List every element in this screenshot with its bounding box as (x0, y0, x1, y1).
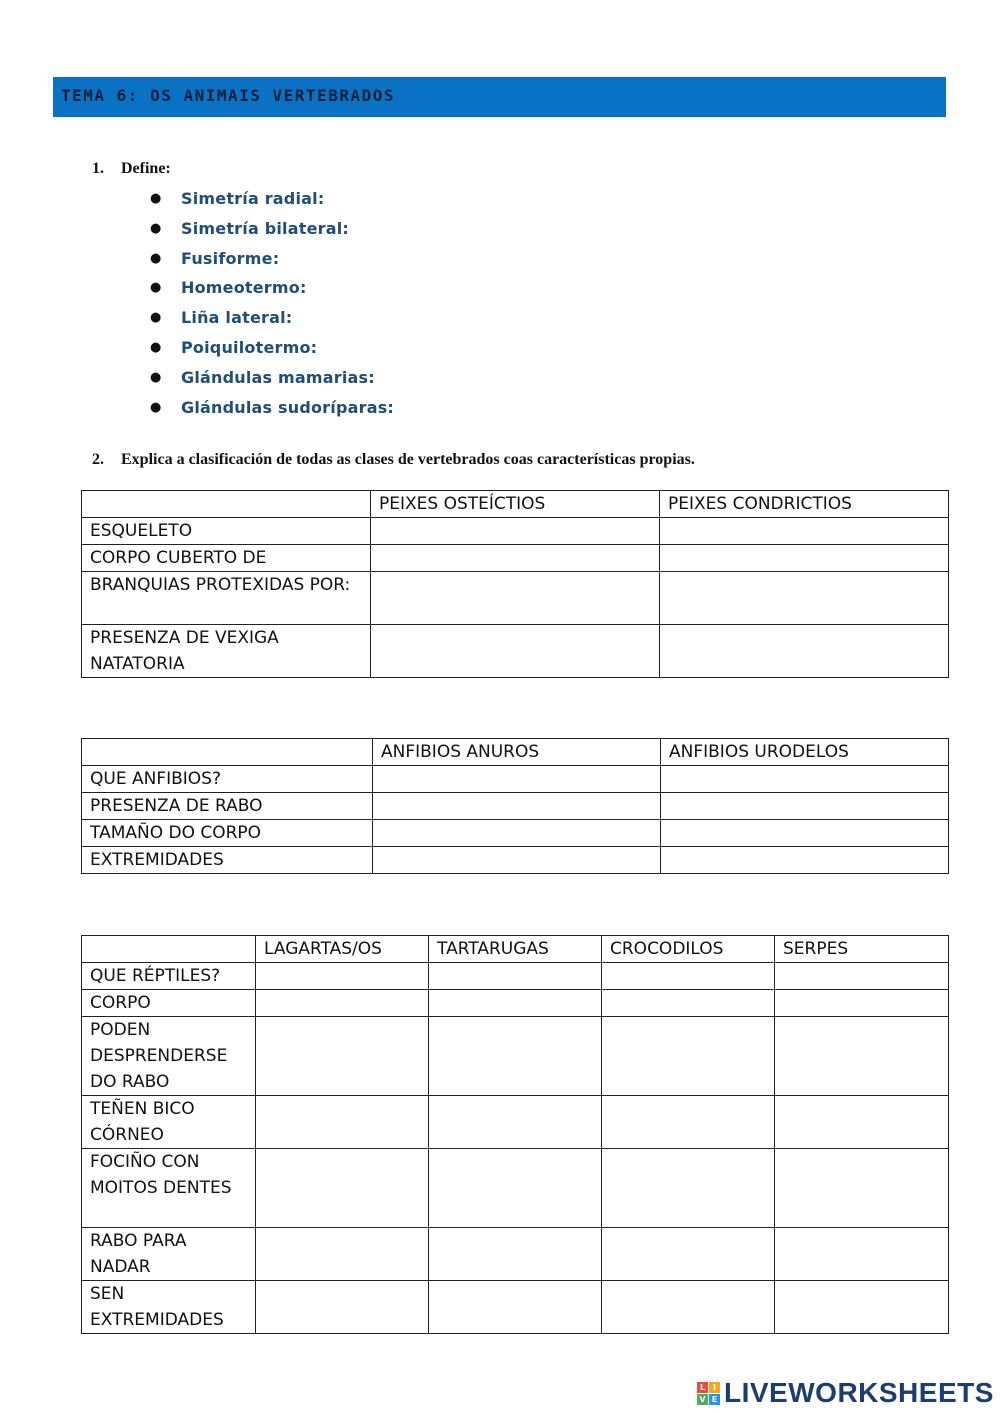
answer-cell[interactable] (602, 1281, 775, 1334)
table-row (82, 1149, 949, 1228)
table-row (82, 1228, 949, 1281)
answer-cell[interactable] (660, 625, 949, 678)
answer-cell[interactable] (373, 766, 661, 793)
answer-cell[interactable] (256, 1149, 429, 1228)
answer-cell[interactable] (256, 1281, 429, 1334)
header-cell: ANFIBIOS URODELOS (661, 739, 949, 766)
answer-cell[interactable] (256, 1017, 429, 1096)
logo-square: V (697, 1394, 708, 1405)
logo-square: L (697, 1382, 708, 1393)
table-row (82, 847, 949, 874)
fish-table (81, 490, 949, 678)
header-cell: PEIXES CONDRICTIOS (660, 491, 949, 518)
row-label: PRESENZA DE RABO (82, 793, 373, 820)
table-row (82, 625, 949, 678)
answer-cell[interactable] (602, 1228, 775, 1281)
answer-cell[interactable] (373, 820, 661, 847)
logo-square: E (709, 1394, 720, 1405)
answer-cell[interactable] (429, 1228, 602, 1281)
answer-cell[interactable] (661, 820, 949, 847)
table-row (82, 793, 949, 820)
answer-cell[interactable] (256, 1096, 429, 1149)
question-2-text: Explica a clasificación de todas as clases de vertebrados coas características propias. (121, 451, 695, 468)
table-row (82, 545, 949, 572)
row-label: PODEN DESPRENDERSE DO RABO (82, 1017, 256, 1096)
title-banner (53, 77, 946, 117)
amphibians-table (81, 738, 949, 874)
definition-item: ● Simetría radial: (150, 184, 394, 214)
answer-cell[interactable] (256, 1228, 429, 1281)
row-label: CORPO CUBERTO DE (82, 545, 371, 572)
row-label: ESQUELETO (82, 518, 371, 545)
answer-cell[interactable] (602, 1017, 775, 1096)
answer-cell[interactable] (660, 518, 949, 545)
row-label: FOCIÑO CON MOITOS DENTES (82, 1149, 256, 1228)
bullet-icon: ● (150, 250, 162, 266)
header-cell: LAGARTAS/OS (256, 936, 429, 963)
answer-cell[interactable] (660, 572, 949, 625)
bullet-icon: ● (150, 310, 162, 326)
table-row (82, 1017, 949, 1096)
table-row (82, 820, 949, 847)
table-row (82, 963, 949, 990)
row-label: CORPO (82, 990, 256, 1017)
question-2-number: 2. (92, 451, 104, 468)
bullet-icon: ● (150, 369, 162, 385)
row-label: TEÑEN BICO CÓRNEO (82, 1096, 256, 1149)
header-cell: TARTARUGAS (429, 936, 602, 963)
header-cell (82, 739, 373, 766)
definition-item: ● Liña lateral: (150, 303, 394, 333)
table-row (82, 990, 949, 1017)
logo-squares-icon (697, 1382, 720, 1405)
answer-cell[interactable] (775, 1096, 949, 1149)
answer-cell[interactable] (602, 1096, 775, 1149)
definition-item: ● Poiquilotermo: (150, 333, 394, 363)
definition-item: ● Fusiforme: (150, 244, 394, 274)
answer-cell[interactable] (602, 1149, 775, 1228)
answer-cell[interactable] (602, 963, 775, 990)
answer-cell[interactable] (371, 545, 660, 572)
logo-square: I (709, 1382, 720, 1393)
answer-cell[interactable] (775, 1149, 949, 1228)
answer-cell[interactable] (429, 1149, 602, 1228)
answer-cell[interactable] (429, 990, 602, 1017)
answer-cell[interactable] (429, 1096, 602, 1149)
row-label: BRANQUIAS PROTEXIDAS POR: (82, 572, 371, 625)
row-label: PRESENZA DE VEXIGA NATATORIA (82, 625, 371, 678)
question-1-number: 1. (92, 160, 104, 177)
definition-item: ● Homeotermo: (150, 273, 394, 303)
answer-cell[interactable] (371, 518, 660, 545)
answer-cell[interactable] (429, 1281, 602, 1334)
logo-text: LIVEWORKSHEETS (724, 1377, 994, 1408)
answer-cell[interactable] (661, 793, 949, 820)
answer-cell[interactable] (775, 1281, 949, 1334)
row-label: TAMAÑO DO CORPO (82, 820, 373, 847)
answer-cell[interactable] (775, 990, 949, 1017)
row-label: RABO PARA NADAR (82, 1228, 256, 1281)
table-row (82, 1096, 949, 1149)
bullet-icon: ● (150, 339, 162, 355)
answer-cell[interactable] (775, 1228, 949, 1281)
page-title: TEMA 6: OS ANIMAIS VERTEBRADOS (61, 86, 395, 105)
table-header-row (82, 491, 949, 518)
bullet-icon: ● (150, 280, 162, 296)
table-header-row (82, 739, 949, 766)
answer-cell[interactable] (429, 963, 602, 990)
question-1-heading (92, 160, 171, 178)
row-label: QUE ANFIBIOS? (82, 766, 373, 793)
row-label: EXTREMIDADES (82, 847, 373, 874)
header-cell (82, 491, 371, 518)
answer-cell[interactable] (371, 572, 660, 625)
definition-list (150, 184, 394, 422)
table-row (82, 518, 949, 545)
bullet-icon: ● (150, 220, 162, 236)
answer-cell[interactable] (775, 1017, 949, 1096)
table-row (82, 766, 949, 793)
table-row (82, 1281, 949, 1334)
question-2-heading (92, 451, 695, 469)
table-header-row (82, 936, 949, 963)
header-cell: SERPES (775, 936, 949, 963)
row-label: QUE RÉPTILES? (82, 963, 256, 990)
answer-cell[interactable] (661, 766, 949, 793)
answer-cell[interactable] (429, 1017, 602, 1096)
question-1-text: Define: (121, 160, 171, 177)
answer-cell[interactable] (371, 625, 660, 678)
definition-item: ● Simetría bilateral: (150, 214, 394, 244)
header-cell: CROCODILOS (602, 936, 775, 963)
header-cell: ANFIBIOS ANUROS (373, 739, 661, 766)
answer-cell[interactable] (256, 963, 429, 990)
table-row (82, 572, 949, 625)
answer-cell[interactable] (602, 990, 775, 1017)
answer-cell[interactable] (660, 545, 949, 572)
answer-cell[interactable] (775, 963, 949, 990)
answer-cell[interactable] (661, 847, 949, 874)
header-cell: PEIXES OSTEÍCTIOS (371, 491, 660, 518)
header-cell (82, 936, 256, 963)
answer-cell[interactable] (373, 847, 661, 874)
bullet-icon: ● (150, 399, 162, 415)
liveworksheets-logo (697, 1378, 994, 1408)
bullet-icon: ● (150, 191, 162, 206)
answer-cell[interactable] (256, 990, 429, 1017)
answer-cell[interactable] (373, 793, 661, 820)
definition-item: ● Glándulas sudoríparas: (150, 393, 394, 423)
reptiles-table (81, 935, 949, 1334)
row-label: SEN EXTREMIDADES (82, 1281, 256, 1334)
definition-item: ● Glándulas mamarias: (150, 363, 394, 393)
